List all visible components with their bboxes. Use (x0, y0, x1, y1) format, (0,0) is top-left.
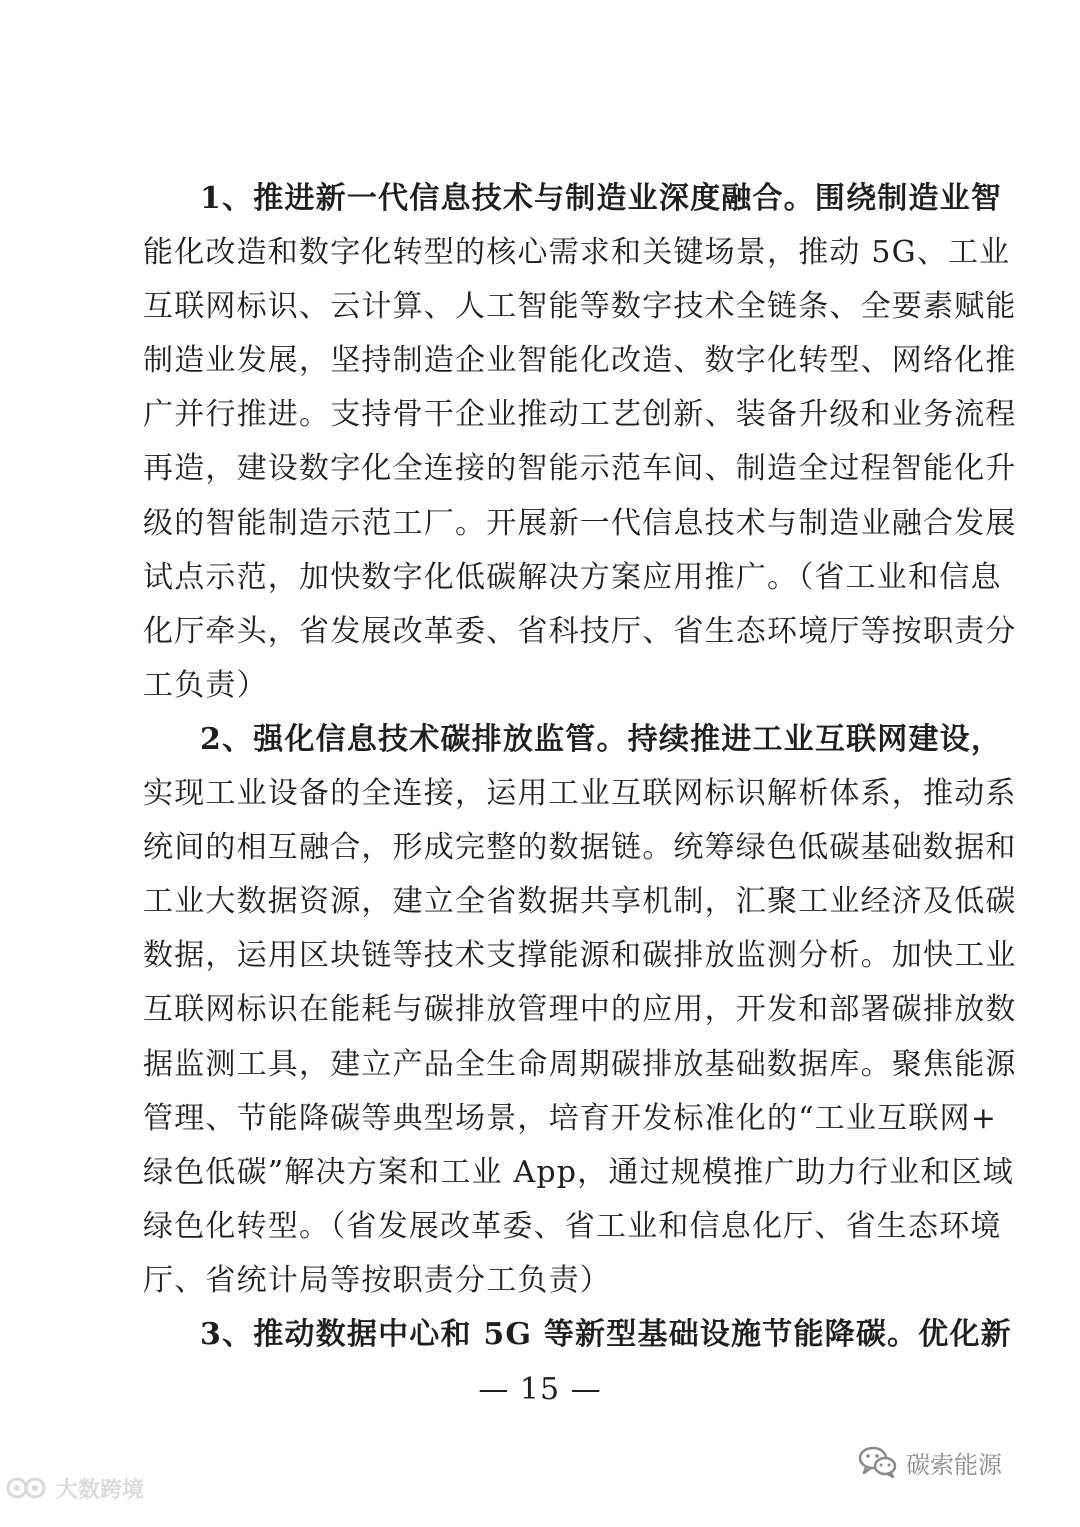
page-number: — 15 — (478, 1372, 602, 1407)
circle-badge-logo-icon (6, 1473, 48, 1503)
text-line: 级的智能制造示范工厂。开展新一代信息技术与制造业融合发展 (143, 505, 1017, 541)
text-line: 绿色化转型。（省发展改革委、省工业和信息化厅、省生态环境 (143, 1208, 1002, 1244)
watermark-right-text: 碳索能源 (906, 1450, 1002, 1479)
text-line: 统间的相互融合，形成完整的数据链。统筹绿色低碳基础数据和 (143, 830, 1017, 866)
text-line: 互联网标识在能耗与碳排放管理中的应用，开发和部署碳排放数 (143, 992, 1017, 1028)
watermark-right (858, 1440, 1002, 1484)
text-line: 制造业发展，坚持制造企业智能化改造、数字化转型、网络化推 (143, 343, 1017, 379)
text-line: 互联网标识、云计算、人工智能等数字技术全链条、全要素赋能 (143, 289, 1017, 325)
text-line: 化厅牵头，省发展改革委、省科技厅、省生态环境厅等按职责分 (143, 613, 1017, 649)
text-line: 试点示范，加快数字化低碳解决方案应用推广。（省工业和信息 (143, 559, 1002, 595)
text-line: 工负责） (143, 667, 268, 703)
text-line: 据监测工具，建立产品全生命周期碳排放基础数据库。聚焦能源 (143, 1046, 1017, 1082)
text-line: 再造，建设数字化全连接的智能示范车间、制造全过程智能化升 (143, 451, 1017, 487)
text-line: 3、推动数据中心和 5G 等新型基础设施节能降碳。优化新 (200, 1316, 1012, 1352)
text-line: 绿色低碳”解决方案和工业 App，通过规模推广助力行业和区域 (143, 1154, 1014, 1190)
text-line: 实现工业设备的全连接，运用工业互联网标识解析体系，推动系 (143, 776, 1017, 812)
watermark-left-text: 大数跨境 (56, 1477, 145, 1503)
watermark-left (6, 1468, 144, 1508)
text-line: 数据，运用区块链等技术支撑能源和碳排放监测分析。加快工业 (143, 938, 1017, 974)
document-body (143, 172, 1017, 1362)
text-line: 工业大数据资源，建立全省数据共享机制，汇聚工业经济及低碳 (143, 884, 1017, 920)
text-line: 管理、节能降碳等典型场景，培育开发标准化的“工业互联网+ (143, 1100, 998, 1136)
text-line: 能化改造和数字化转型的核心需求和关键场景，推动 5G、工业 (143, 235, 1011, 271)
text-line: 2、强化信息技术碳排放监管。持续推进工业互联网建设， (200, 721, 1003, 757)
text-line: 1、推进新一代信息技术与制造业深度融合。围绕制造业智 (200, 181, 1003, 216)
wechat-icon (858, 1445, 898, 1479)
text-line: 广并行推进。支持骨干企业推动工艺创新、装备升级和业务流程 (143, 397, 1017, 433)
text-line: 厅、省统计局等按职责分工负责） (143, 1262, 611, 1298)
